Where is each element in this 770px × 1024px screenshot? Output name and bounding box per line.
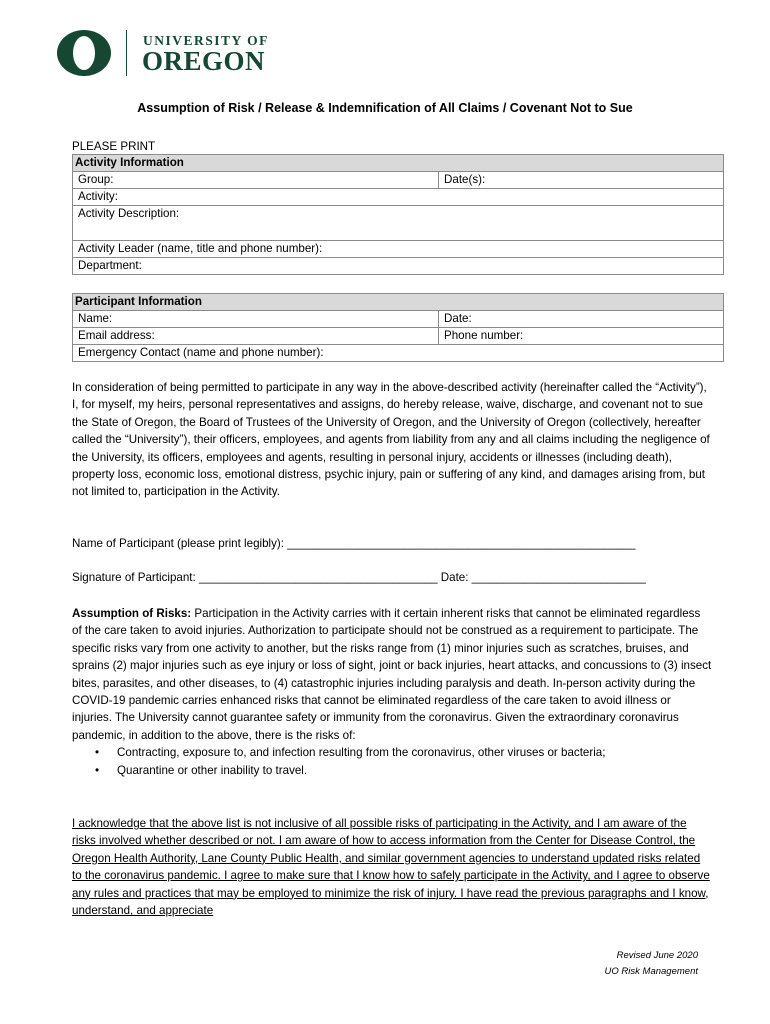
- assumption-of-risks-paragraph: [72, 605, 712, 779]
- email-field[interactable]: Email address:: [73, 328, 439, 345]
- assumption-of-risks-text: Participation in the Activity carries with it certain inherent risks that cannot be eliminated regardless of the care taken to avoid injuries. Authorization to participate should not be construed as a requirement to participate. The specific risks vary from one activity to another, but the risks range from (1) minor injuries such as scratches, bruises, and sprains (2) major injuries such as eye injury or loss of sight, joint or back injuries, heart attacks, and concussions to (3) insect bites, parasites, and other diseases, to (4) catastrophic injuries including paralysis and death. In-person activity during the COVID-19 pandemic carries enhanced risks that cannot be eliminated regardless of the care taken to avoid illness or injuries. The University cannot guarantee safety or immunity from the coronavirus. Given the extraordinary coronavirus pandemic, in addition to the above, there is the risks of:: [72, 607, 712, 742]
- logo-divider: [126, 30, 127, 76]
- assumption-of-risks-label: Assumption of Risks:: [72, 607, 192, 620]
- logo-university-text: UNIVERSITY OF: [143, 33, 269, 48]
- revised-date: Revised June 2020: [616, 950, 698, 961]
- activity-leader-field[interactable]: Activity Leader (name, title and phone number):: [73, 241, 724, 258]
- risk-bullet-item: • Contracting, exposure to, and infection resulting from the coronavirus, other viruses or bacteria;: [117, 744, 712, 761]
- participant-signature-line[interactable]: Signature of Participant: _____________________________________ Date: ___________________________: [72, 571, 646, 584]
- logo-oregon-text: OREGON: [142, 46, 266, 76]
- department-field[interactable]: Department:: [73, 258, 724, 275]
- dates-field[interactable]: Date(s):: [439, 172, 724, 189]
- risk-bullet-item: • Quarantine or other inability to travel.: [117, 762, 712, 779]
- activity-information-table: [72, 154, 724, 275]
- date-field[interactable]: Date:: [439, 311, 724, 328]
- emergency-contact-field[interactable]: Emergency Contact (name and phone number):: [73, 345, 724, 362]
- footer-department: UO Risk Management: [604, 966, 698, 977]
- phone-field[interactable]: Phone number:: [439, 328, 724, 345]
- activity-information-header: Activity Information: [73, 155, 724, 172]
- activity-field[interactable]: Activity:: [73, 189, 724, 206]
- please-print-label: PLEASE PRINT: [72, 140, 156, 153]
- risk-bullet-list: [72, 744, 712, 779]
- participant-name-line[interactable]: Name of Participant (please print legibly): ______________________________________________________: [72, 537, 636, 550]
- participant-information-table: [72, 293, 724, 362]
- oregon-o-logo-icon: [55, 28, 113, 78]
- name-field[interactable]: Name:: [73, 311, 439, 328]
- university-of-oregon-logo: [55, 28, 295, 82]
- group-field[interactable]: Group:: [73, 172, 439, 189]
- footer: [605, 948, 698, 980]
- consideration-paragraph: In consideration of being permitted to participate in any way in the above-described activity (hereinafter called the “Activity”), I, for myself, my heirs, personal representatives and assigns, do hereby release, waive, discharge, and covenant not to sue the State of Oregon, the Board of Trustees of the University of Oregon, and the University of Oregon (collectively, hereafter called the “University”), their officers, employees, and agents from liability from any and all claims including the negligence of the University, its officers, employees and agents, resulting in personal injury, accidents or illnesses (including death), property loss, economic loss, emotional distress, psychic injury, pain or suffering of any kind, and damages arising from, but not limited to, participation in the Activity.: [72, 381, 710, 499]
- acknowledgement-paragraph: I acknowledge that the above list is not inclusive of all possible risks of participating in the Activity, and I am aware of the risks involved whether described or not. I am aware of how to access information from the Center for Disease Control, the Oregon Health Authority, Lane County Public Health, and similar government agencies to understand updated risks related to the coronavirus pandemic. I agree to make sure that I know how to safely participate in the Activity, and I agree to observe any rules and practices that may be employed to minimize the risk of injury. I have read the previous paragraphs and I know, understand, and appreciate: [72, 817, 710, 918]
- document-title: Assumption of Risk / Release & Indemnification of All Claims / Covenant Not to Sue: [137, 101, 633, 115]
- participant-information-header: Participant Information: [73, 294, 724, 311]
- activity-description-field[interactable]: Activity Description:: [73, 206, 724, 241]
